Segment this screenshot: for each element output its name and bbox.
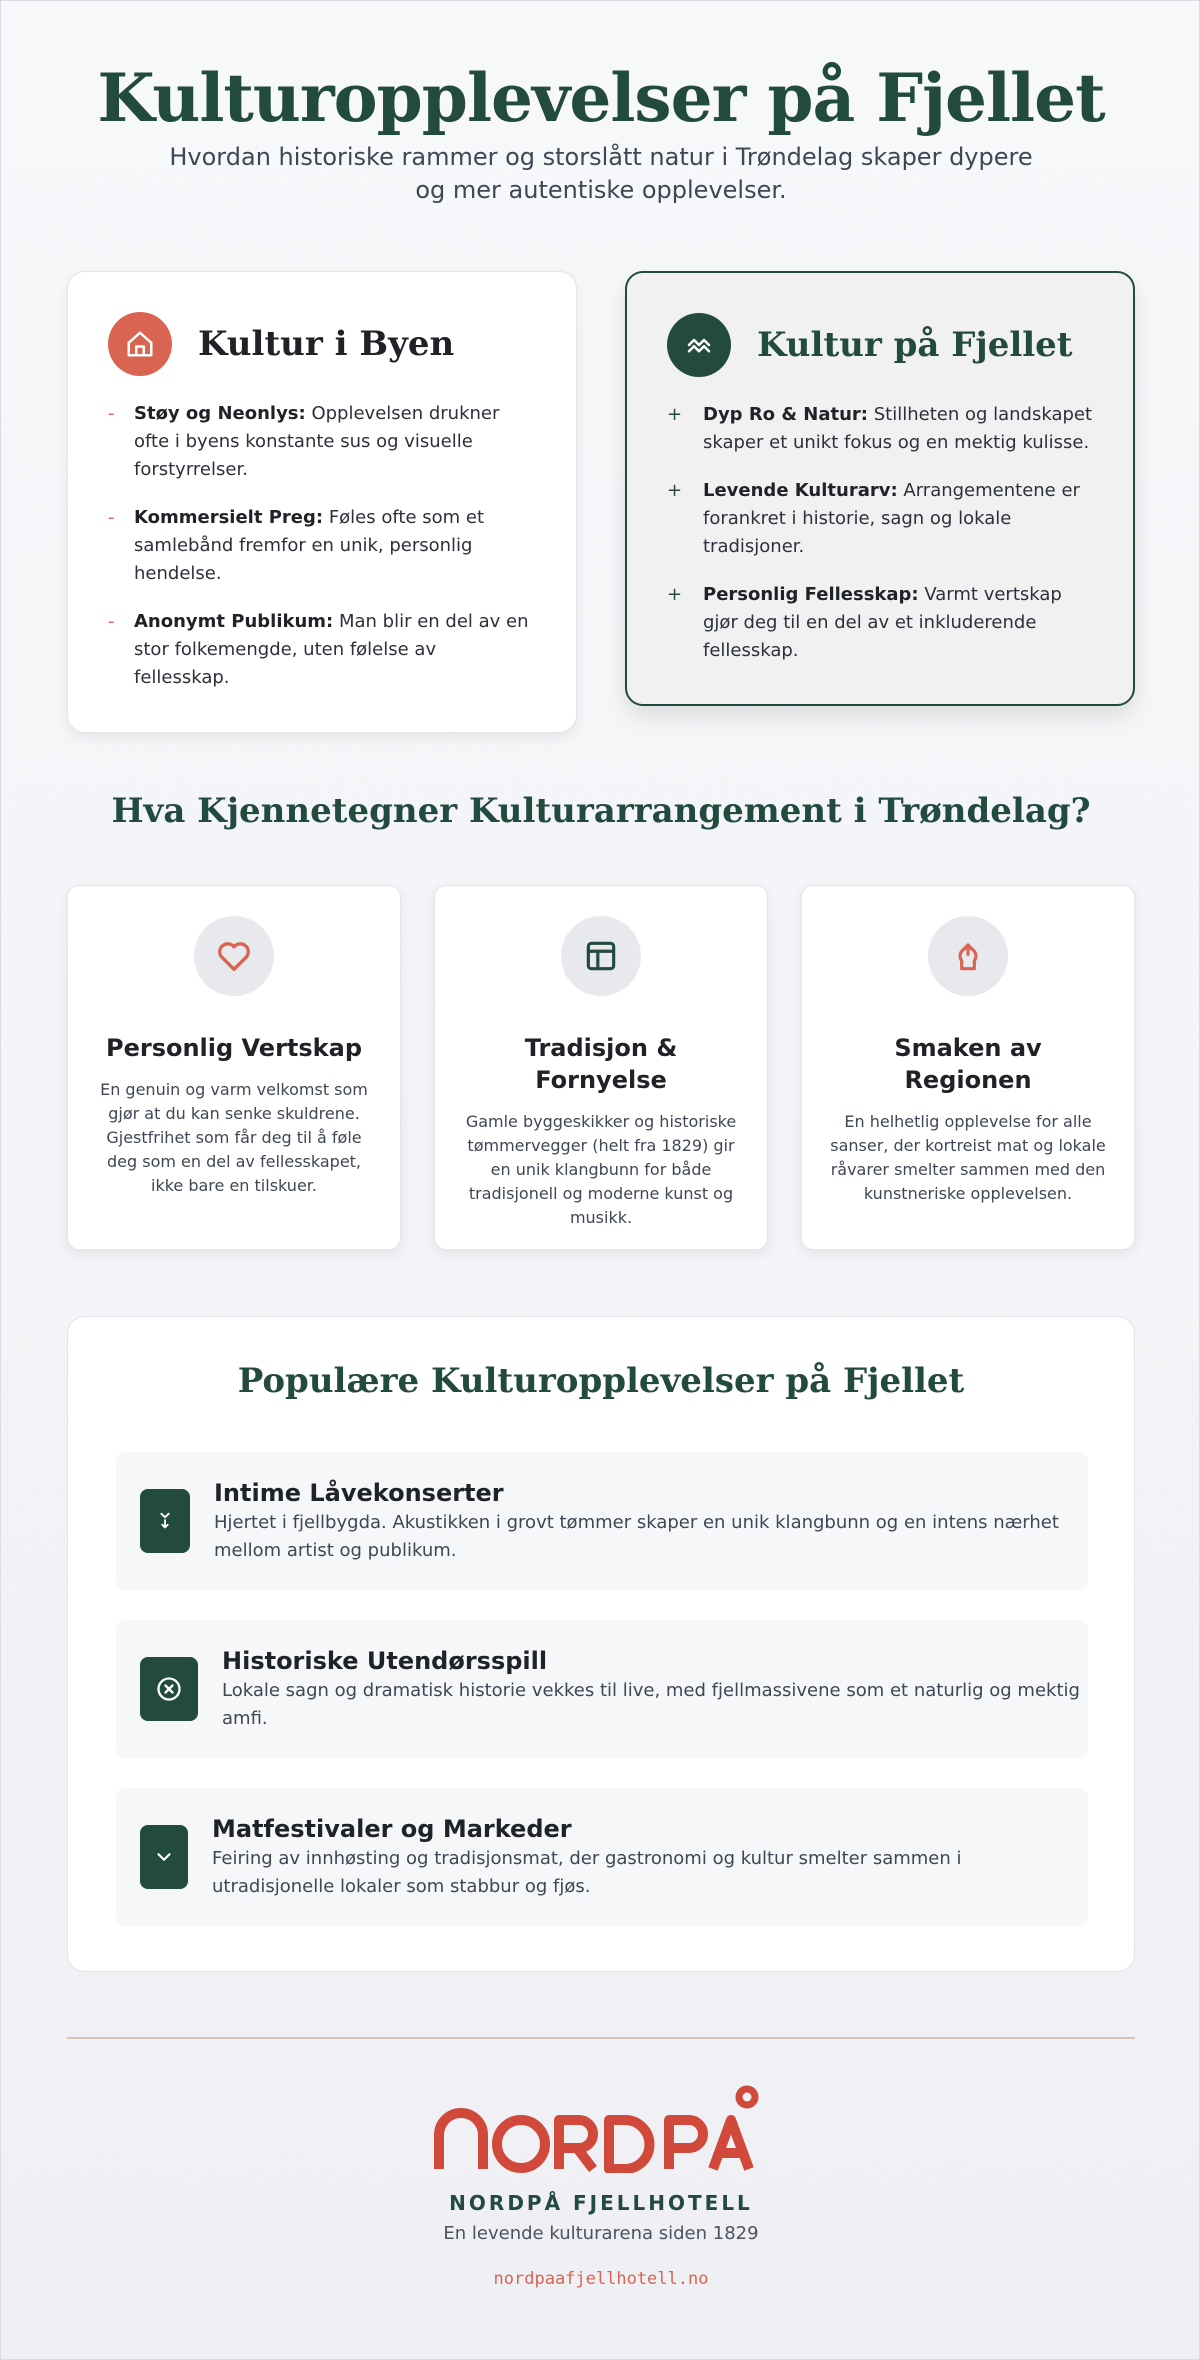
- feature-text: En genuin og varm velkomst som gjør at du kan senke skuldrene. Gjestfrihet som får deg til å føle deg som en del av fellesskapet, ikke bare en tilskuer.: [100, 1080, 368, 1195]
- item-text: Føles ofte som et samlebånd fremfor en unik, personlig hendelse.: [134, 507, 485, 584]
- features-heading: Hva Kjennetegner Kulturarrangement i Trøndelag?: [111, 791, 1091, 831]
- list-item: [667, 581, 1093, 665]
- chef-hat-icon: [928, 916, 1008, 996]
- mountain-benefits-list: [667, 401, 1093, 665]
- mountain-card-title: Kultur på Fjellet: [757, 325, 1073, 365]
- list-item: [116, 1452, 1088, 1590]
- brand-name: NORDPÅ FJELLHOTELL: [449, 2191, 753, 2215]
- house-icon: [108, 312, 172, 376]
- guitar-icon: [140, 1489, 190, 1553]
- minus-marker: -: [108, 403, 115, 424]
- city-card-title: Kultur i Byen: [198, 324, 455, 364]
- list-item: [108, 504, 536, 588]
- item-label: Levende Kulturarv:: [703, 480, 898, 501]
- plus-marker: +: [667, 584, 683, 605]
- website-link[interactable]: nordpaafjellhotell.no: [493, 2269, 709, 2289]
- page-title: Kulturopplevelser på Fjellet: [97, 59, 1105, 137]
- feature-title: Tradisjon & Fornyelse: [524, 1034, 678, 1094]
- list-item: [108, 608, 536, 692]
- mountain-card-header: [667, 313, 1093, 377]
- list-item: [116, 1620, 1088, 1758]
- item-title: Matfestivaler og Markeder: [212, 1815, 572, 1843]
- plus-marker: +: [667, 480, 683, 501]
- city-culture-card: [67, 271, 577, 733]
- item-text: Man blir en del av en stor folkemengde, uten følelse av fellesskap.: [134, 611, 529, 688]
- item-text: Lokale sagn og dramatisk historie vekkes til live, med fjellmassivene som et naturlig og mektig amfi.: [222, 1680, 1080, 1729]
- mask-icon: [140, 1657, 198, 1721]
- item-text: Opplevelsen drukner ofte i byens konstante sus og visuelle forstyrrelser.: [134, 403, 500, 480]
- item-label: Støy og Neonlys:: [134, 403, 306, 424]
- minus-marker: -: [108, 507, 115, 528]
- layout-icon: [561, 916, 641, 996]
- item-title: Intime Låvekonserter: [214, 1479, 504, 1507]
- list-item: [667, 477, 1093, 561]
- page-subtitle: Hvordan historiske rammer og storslått natur i Trøndelag skaper dypere og mer autentiske opplevelser.: [169, 143, 1033, 204]
- popular-heading: Populære Kulturopplevelser på Fjellet: [237, 1361, 965, 1401]
- mountain-waves-icon: [667, 313, 731, 377]
- feature-title: Smaken av Regionen: [894, 1034, 1042, 1094]
- list-item: [116, 1788, 1088, 1926]
- item-text: Arrangementene er forankret i historie, sagn og lokale tradisjoner.: [703, 480, 1080, 557]
- chevron-down-icon: [140, 1825, 188, 1889]
- feature-card-tradition: [434, 885, 768, 1250]
- city-card-header: [108, 312, 536, 376]
- item-title: Historiske Utendørsspill: [222, 1647, 548, 1675]
- plus-marker: +: [667, 404, 683, 425]
- mountain-culture-card: [625, 271, 1135, 706]
- item-content: [222, 1645, 1088, 1733]
- feature-card-taste: [801, 885, 1135, 1250]
- brand-tagline: En levende kulturarena siden 1829: [443, 2223, 759, 2244]
- nordpa-logo: [431, 2083, 771, 2173]
- item-label: Kommersielt Preg:: [134, 507, 324, 528]
- item-text: Varmt vertskap gjør deg til en del av et inkluderende fellesskap.: [703, 584, 1062, 661]
- item-label: Personlig Fellesskap:: [703, 584, 919, 605]
- footer-divider: [67, 2037, 1135, 2039]
- city-drawbacks-list: [108, 400, 536, 692]
- feature-title: Personlig Vertskap: [105, 1034, 363, 1062]
- item-label: Dyp Ro & Natur:: [703, 404, 868, 425]
- item-content: [212, 1813, 1088, 1901]
- heart-icon: [194, 916, 274, 996]
- item-label: Anonymt Publikum:: [134, 611, 334, 632]
- popular-experiences-panel: [67, 1316, 1135, 1972]
- item-text: Feiring av innhøsting og tradisjonsmat, der gastronomi og kultur smelter sammen i utradisjonelle lokaler som stabbur og fjøs.: [212, 1848, 962, 1897]
- feature-card-hosting: [67, 885, 401, 1250]
- list-item: [667, 401, 1093, 457]
- list-item: [108, 400, 536, 484]
- item-text: Hjertet i fjellbygda. Akustikken i grovt tømmer skaper en unik klangbunn og en intens nærhet mellom artist og publikum.: [214, 1512, 1059, 1561]
- feature-text: Gamle byggeskikker og historiske tømmervegger (helt fra 1829) gir en unik klangbunn for både tradisjonell og moderne kunst og musikk.: [465, 1112, 737, 1227]
- minus-marker: -: [108, 611, 115, 632]
- item-content: [214, 1477, 1088, 1565]
- item-text: Stillheten og landskapet skaper et unikt fokus og en mektig kulisse.: [703, 404, 1093, 453]
- feature-text: En helhetlig opplevelse for alle sanser, der kortreist mat og lokale råvarer smelter sammen med den kunstneriske opplevelsen.: [830, 1112, 1106, 1203]
